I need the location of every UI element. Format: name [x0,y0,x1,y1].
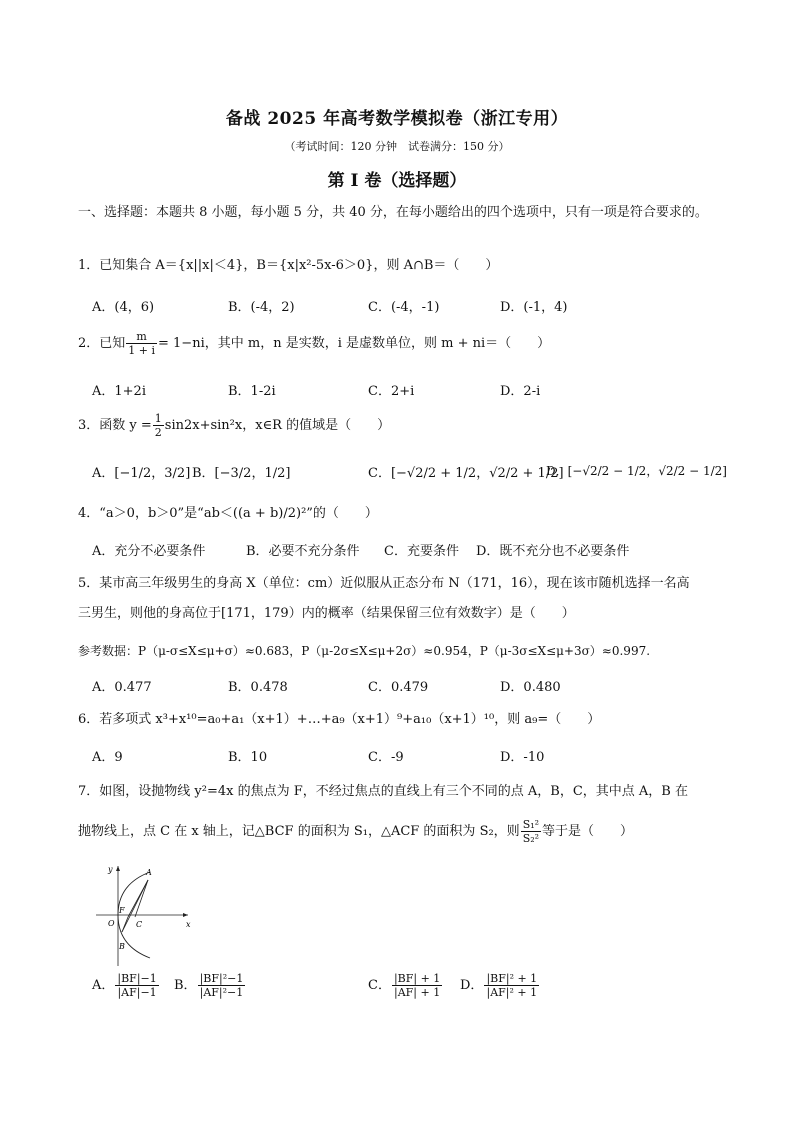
q2-option-c: C．2+i [368,384,415,399]
q1-option-b: B．(-4，2) [228,300,295,315]
q5-option-b: B．0.478 [228,680,288,695]
x-axis-arrow [183,913,188,917]
label-f: F [119,906,125,915]
q6-option-a: A．9 [92,750,123,765]
q7-option-c-fraction [392,972,442,999]
q7-option-a-num: |BF|−1 [117,972,157,985]
question-5-line2: 三男生，则他的身高位于[171，179）内的概率（结果保留三位有效数字）是（ ） [78,606,575,621]
q2-frac-den: 1 + i [128,344,156,357]
line-af [128,880,148,917]
q6-option-b: B．10 [228,750,268,765]
question-7-line1: 7．如图，设抛物线 y²=4x 的焦点为 F，不经过焦点的直线上有三个不同的点 A，B，C，其中点 A，B 在 [78,784,688,799]
line-ac [135,880,148,917]
q7-option-b-den: |AF|²−1 [199,986,244,999]
q3-option-c: C．[−√2/2 + 1/2，√2/2 + 1/2] [368,466,564,481]
line-bf [122,917,128,932]
q7-option-a-den: |AF|−1 [117,986,157,999]
q7-option-d-num: |BF|² + 1 [486,972,538,985]
q7-option-c-num: |BF| + 1 [393,972,441,985]
label-x: x [186,920,191,929]
q7-frac-den: S₂² [522,832,540,845]
q3-option-b: B．[−3/2，1/2] [192,466,291,481]
exam-info: （考试时间：120 分钟 试卷满分：150 分） [284,140,510,153]
page-title: 备战 2025 年高考数学模拟卷（浙江专用） [225,109,569,129]
question-3-stem [78,412,390,439]
q4-option-c: C．充要条件 [384,544,459,559]
q3-stem-after: sin2x+sin²x，x∈R 的值域是（ ） [164,418,391,433]
label-c: C [136,920,143,929]
label-o: O [108,919,115,928]
q7-frac-num: S₁² [522,818,540,831]
q3-stem-before: 3．函数 y = [78,418,152,433]
q3-frac-num: 1 [154,412,162,425]
q6-option-c: C．-9 [368,750,404,765]
q2-option-d: D．2-i [500,384,541,399]
question-5-line1: 5．某市高三年级男生的身高 X（单位：cm）近似服从正态分布 N（171，16），现在该市随机选择一名高 [78,576,690,591]
q5-option-d: D．0.480 [500,680,561,695]
q2-stem-before: 2．已知 [78,336,126,351]
q3-frac-den: 2 [154,426,162,439]
q7-option-d-fraction [484,972,539,999]
label-b: B [119,942,125,951]
q7-option-b-fraction [198,972,246,999]
q6-option-d: D．-10 [500,750,545,765]
q2-option-a: A．1+2i [92,384,146,399]
q7-line2-after: 等于是（ ） [542,824,634,839]
label-y: y [108,865,113,874]
parabola-figure [88,858,198,970]
q7-option-d-letter: D． [460,978,484,993]
q1-option-c: C．(-4，-1) [368,300,440,315]
q7-option-a-letter: A． [92,978,115,993]
q5-option-a: A．0.477 [92,680,152,695]
q7-fraction [521,818,541,845]
question-4-stem: 4．“a＞0，b＞0”是“ab＜((a + b)/2)²”的（ ） [78,506,378,521]
q2-frac-num: m [126,330,157,344]
label-a: A [146,868,152,877]
question-1-stem: 1．已知集合 A＝{x||x|＜4}，B＝{x|x²-5x-6＞0}，则 A∩B＝（ ） [78,258,499,273]
q2-option-b: B．1-2i [228,384,276,399]
q5-reference-data: 参考数据：P（μ-σ≤X≤μ+σ）≈0.683，P（μ-2σ≤X≤μ+2σ）≈0.954，P（μ-3σ≤X≤μ+3σ）≈0.997. [78,644,651,658]
y-axis-arrow [116,866,120,871]
q7-option-d [460,972,540,999]
q7-option-c [368,972,443,999]
section-instructions: 一、选择题：本题共 8 小题，每小题 5 分，共 40 分，在每小题给出的四个选项中，只有一项是符合要求的。 [78,205,708,220]
q7-option-b-letter: B． [174,978,197,993]
q7-option-a [92,972,160,999]
section-heading: 第 I 卷（选择题） [327,171,467,191]
q7-option-b [174,972,246,999]
q4-option-d: D．既不充分也不必要条件 [476,544,630,559]
question-7-line2 [78,818,633,845]
q2-fraction [126,330,157,357]
question-2-stem [78,330,550,357]
q4-option-a: A．充分不必要条件 [92,544,206,559]
q7-option-b-num: |BF|²−1 [199,972,244,985]
q3-option-a: A．[−1/2，3/2] [92,466,191,481]
q5-option-c: C．0.479 [368,680,429,695]
question-6-stem: 6．若多项式 x³+x¹⁰=a₀+a₁（x+1）+…+a₉（x+1）⁹+a₁₀（x+1）¹⁰，则 a₉=（ ） [78,712,601,727]
q7-option-d-den: |AF|² + 1 [486,986,538,999]
q7-option-a-fraction [115,972,158,999]
q4-option-b: B．必要不充分条件 [246,544,360,559]
q1-option-d: D．(-1，4) [500,300,568,315]
q7-option-c-den: |AF| + 1 [394,986,441,999]
q2-stem-after: = 1−ni，其中 m，n 是实数，i 是虚数单位，则 m + ni＝（ ） [158,336,551,351]
q7-option-c-letter: C． [368,978,391,993]
q3-fraction [153,412,164,439]
q1-option-a: A．(4，6) [92,300,155,315]
q3-option-d: D．[−√2/2 − 1/2，√2/2 − 1/2] [546,464,727,478]
q7-line2-before: 抛物线上，点 C 在 x 轴上，记△BCF 的面积为 S₁，△ACF 的面积为 S₂，则 [78,824,520,839]
